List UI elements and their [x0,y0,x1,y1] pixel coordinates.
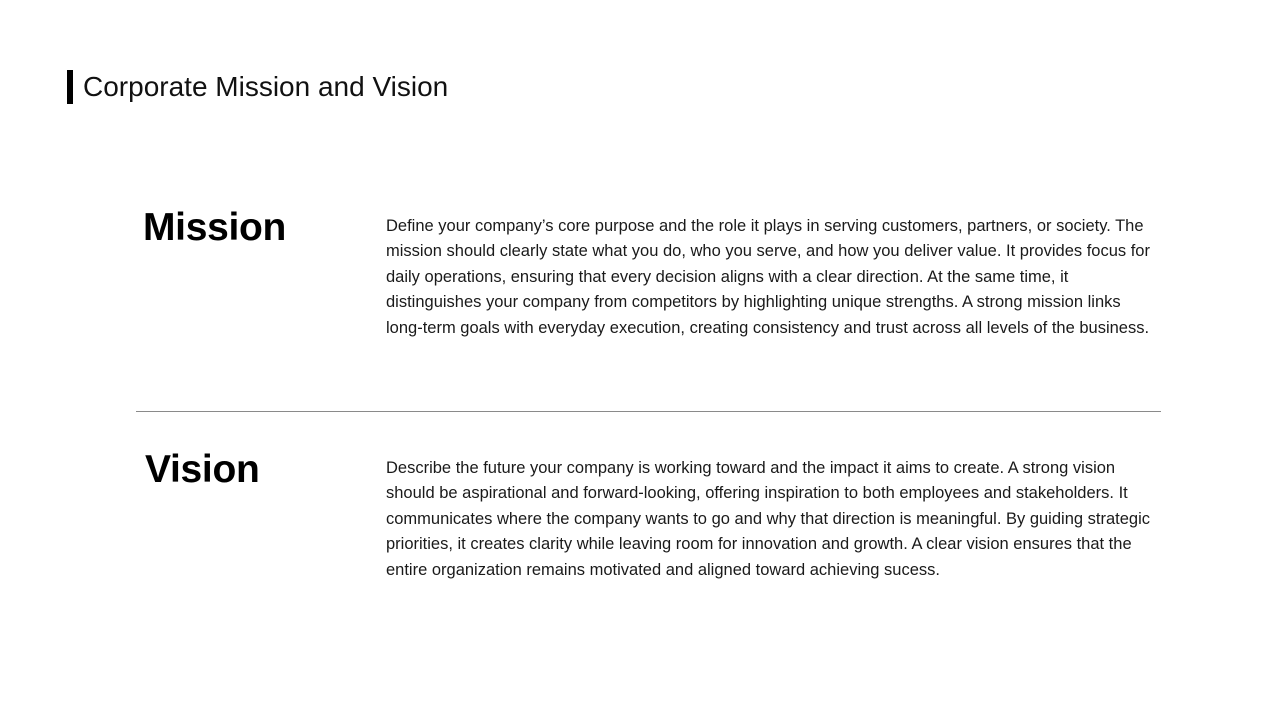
section-divider [136,411,1161,412]
vision-heading: Vision [145,448,260,491]
vision-body: Describe the future your company is working toward and the impact it aims to create. A strong vision should be aspirational and forward-looking, offering inspiration to both employees and stakeholders. It communicates where the company wants to go and why that direction is meaningful. By guiding strategic priorities, it creates clarity while leaving room for innovation and growth. A clear vision ensures that the entire organization remains motivated and aligned toward achieving sucess. [386,459,1150,579]
mission-body: Define your company’s core purpose and the role it plays in serving customers, partners, or society. The mission should clearly state what you do, who you serve, and how you deliver value. It provides focus for daily operations, ensuring that every decision aligns with a clear direction. At the same time, it distinguishes your company from competitors by highlighting unique strengths. A strong mission links long-term goals with everyday execution, creating consistency and trust across all levels of the business. [386,217,1150,337]
page-title: Corporate Mission and Vision [83,71,449,102]
title-accent-bar [67,70,73,104]
mission-heading: Mission [143,206,287,249]
page-header [67,70,448,104]
